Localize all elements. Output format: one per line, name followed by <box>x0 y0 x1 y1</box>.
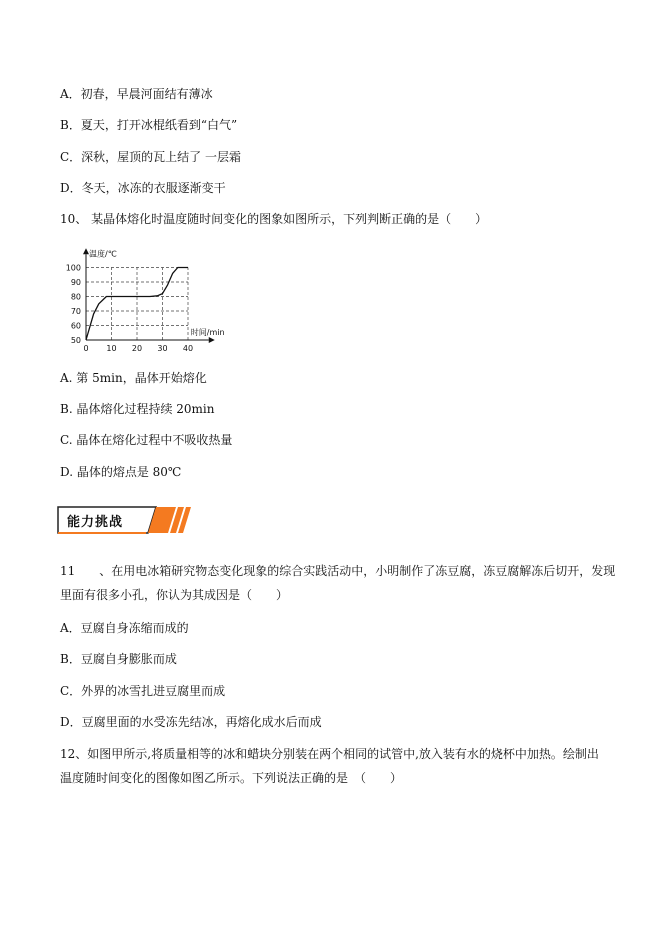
y-tick-label-3: 80 <box>70 292 81 302</box>
y-tick-label-0: 50 <box>70 336 81 345</box>
y-tick-label-5: 100 <box>66 263 81 273</box>
temperature-time-chart <box>66 244 256 354</box>
y-tick-label-1: 60 <box>70 321 81 331</box>
q9-option-c: C．深秋，屋顶的瓦上结了 一层霜 <box>60 150 241 164</box>
x-tick-label-1: 10 <box>106 344 117 353</box>
q10-option-d: D. 晶体的熔点是 80℃ <box>60 465 182 479</box>
q9-option-d: D．冬天，冰冻的衣服逐渐变干 <box>60 181 226 195</box>
q10-stem: 10、 某晶体熔化时温度随时间变化的图象如图所示，下列判断正确的是（ ） <box>60 212 488 226</box>
q11-option-c: C．外界的冰雪扎进豆腐里而成 <box>60 684 226 698</box>
y-tick-label-2: 70 <box>70 307 81 316</box>
x-tick-label-3: 30 <box>157 344 168 353</box>
q11-option-a: A．豆腐自身冻缩而成的 <box>60 621 189 635</box>
x-axis-arrow <box>209 337 215 343</box>
x-tick-label-0: 0 <box>83 344 89 353</box>
x-tick-label-2: 20 <box>131 344 143 353</box>
q10-option-a: A. 第 5min，晶体开始熔化 <box>60 371 207 385</box>
q9-option-a: A．初春，早晨河面结有薄冰 <box>60 87 213 101</box>
q11-option-d: D．豆腐里面的水受冻先结冰，再熔化成水后而成 <box>60 715 322 729</box>
q10-option-b: B. 晶体熔化过程持续 20min <box>60 402 215 416</box>
q12-stem: 12、如图甲所示,将质量相等的冰和蜡块分别装在两个相同的试管中,放入装有水的烧杯中加热。绘制出温度随时间变化的图像如图乙所示。下列说法正确的是 （ ） <box>60 747 599 785</box>
x-tick-label-4: 40 <box>182 344 194 353</box>
y-tick-label-4: 90 <box>70 278 81 287</box>
y-axis-label: 温度/℃ <box>89 249 117 259</box>
section-banner-title: 能力挑战 <box>67 515 124 530</box>
q9-option-b: B．夏天，打开冰棍纸看到“白气” <box>60 118 238 132</box>
q11-stem-line2: 里面有很多小孔，你认为其成因是（ ） <box>60 588 289 602</box>
q11-option-b: B．豆腐自身膨胀而成 <box>60 652 177 666</box>
x-axis-label: 时间/min <box>190 328 225 337</box>
q10-option-c: C. 晶体在熔化过程中不吸收热量 <box>60 433 233 447</box>
q11-stem-line1: 11 、在用电冰箱研究物态变化现象的综合实践活动中，小明制作了冻豆腐，冻豆腐解冻后切开，发现 <box>60 564 616 578</box>
